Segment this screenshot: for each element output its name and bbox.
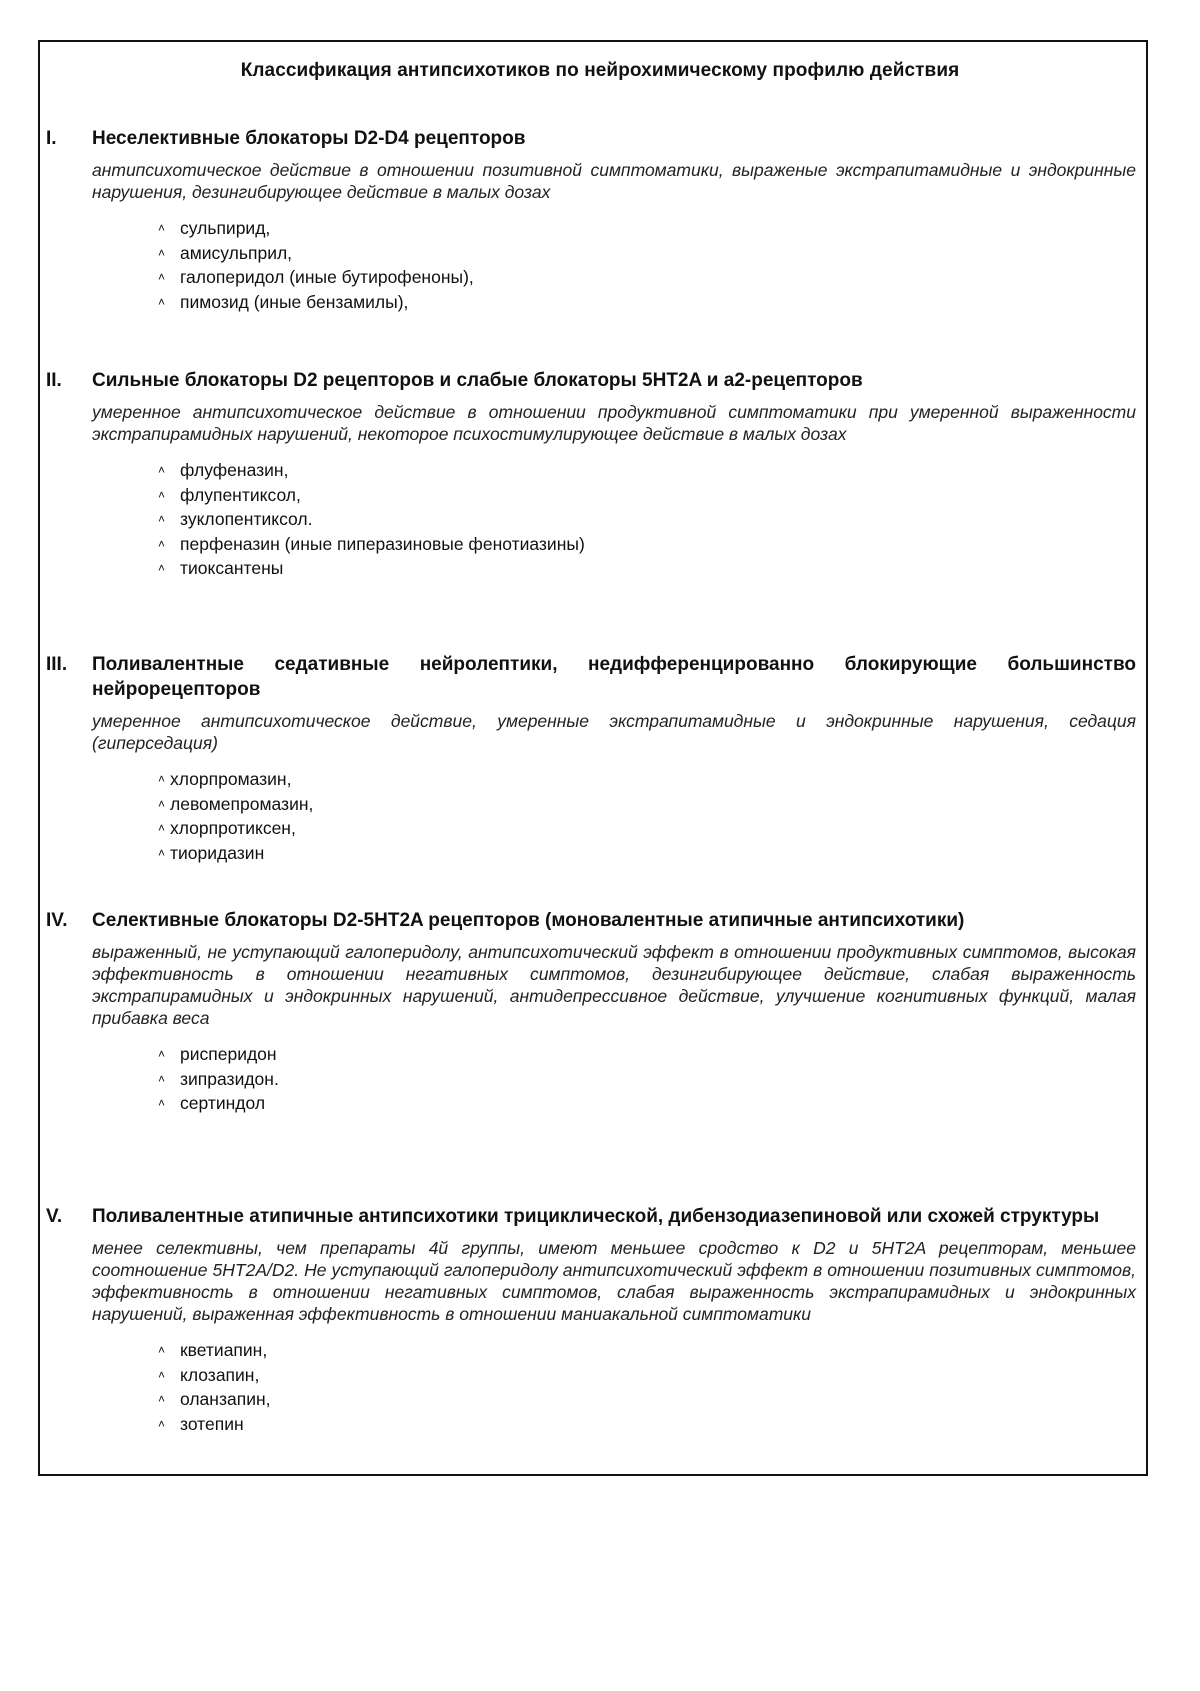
drug-item: [158, 817, 1136, 842]
section-numeral: II.: [46, 370, 62, 391]
drug-item: [158, 1043, 1136, 1068]
caret-bullet-icon: ˄: [158, 1343, 166, 1357]
caret-bullet-icon: ˄: [158, 1047, 166, 1061]
drug-list: [158, 1339, 1136, 1437]
drug-item: [158, 768, 1136, 793]
caret-bullet-icon: ˄: [158, 1392, 166, 1406]
drug-item: [158, 1364, 1136, 1389]
drug-name: галоперидол (иные бутирофеноны),: [180, 267, 474, 287]
drug-name: тиоридазин: [170, 842, 265, 863]
section-title: Неселективные блокаторы D2-D4 рецепторов: [92, 128, 526, 149]
drug-name: тиоксантены: [180, 558, 284, 578]
drug-name: левомепромазин,: [170, 793, 314, 814]
section-heading: [46, 1204, 1136, 1229]
drug-item: [158, 1413, 1136, 1438]
drug-item: [158, 533, 1136, 558]
caret-bullet-icon: ˄: [158, 270, 166, 284]
section-1: [46, 126, 1136, 315]
drug-name: рисперидон: [180, 1044, 277, 1064]
caret-bullet-icon: ˄: [158, 512, 166, 526]
drug-name: оланзапин,: [180, 1389, 271, 1409]
drug-item: [158, 1092, 1136, 1117]
drug-name: зотепин: [180, 1413, 244, 1434]
section-5: [46, 1204, 1136, 1437]
drug-item: [158, 1339, 1136, 1364]
section-title: Сильные блокаторы D2 рецепторов и слабые блокаторы 5HT2A и a2-рецепторов: [92, 370, 863, 391]
caret-bullet-icon: ˄: [158, 821, 166, 835]
section-description: умеренное антипсихотическое действие в отношении продуктивной симптоматики при умеренной выраженности экстрапирамидных нарушений, некоторое психостимулирующее действие в малых дозах: [92, 402, 1136, 444]
drug-name: зипразидон.: [180, 1068, 279, 1089]
caret-bullet-icon: ˄: [158, 1096, 166, 1110]
caret-bullet-icon: ˄: [158, 245, 166, 260]
drug-list: [158, 1043, 1136, 1117]
section-heading: [46, 908, 1136, 933]
drug-item: [158, 266, 1136, 291]
drug-name: флуфеназин,: [180, 460, 289, 480]
drug-item: [158, 484, 1136, 509]
drug-item: [158, 793, 1136, 818]
drug-item: [158, 242, 1136, 267]
drug-name: кветиапин,: [180, 1340, 268, 1360]
drug-item: [158, 291, 1136, 316]
drug-item: [158, 217, 1136, 242]
section-heading: [46, 126, 1136, 151]
section-title: Селективные блокаторы D2-5HT2A рецепторов (моновалентные атипичные антипсихотики): [92, 910, 965, 931]
drug-list: [158, 217, 1136, 315]
drug-item: [158, 508, 1136, 533]
section-2: [46, 368, 1136, 582]
caret-bullet-icon: ˄: [158, 463, 166, 477]
caret-bullet-icon: ˄: [158, 845, 166, 860]
section-numeral: I.: [46, 128, 57, 149]
drug-item: [158, 842, 1136, 867]
drug-name: пимозид (иные бензамилы),: [180, 291, 409, 312]
caret-bullet-icon: ˄: [158, 1367, 166, 1382]
drug-item: [158, 1388, 1136, 1413]
drug-name: хлорпротиксен,: [170, 818, 296, 838]
section-description: выраженный, не уступающий галоперидолу, антипсихотический эффект в отношении продуктивных симптомов, высокая эффективность в отношении негативных симптомов, дезингибирующее действие, слабая выраженность экстрапирамидных и эндокринных нарушений, антидепрессивное действие, улучшение когнитивных функций, малая прибавка веса: [92, 942, 1136, 1028]
drug-item: [158, 459, 1136, 484]
caret-bullet-icon: ˄: [158, 487, 166, 502]
caret-bullet-icon: ˄: [158, 561, 166, 575]
drug-item: [158, 1068, 1136, 1093]
drug-name: флупентиксол,: [180, 484, 301, 505]
drug-name: клозапин,: [180, 1364, 260, 1385]
section-description: менее селективны, чем препараты 4й группы, имеют меньшее сродство к D2 и 5HT2A рецепторам, меньшее соотношение 5HT2A/D2. Не уступающий галоперидолу антипсихотический эффект в отношении позитивных симптомов, эффективность в отношении негативных симптомов, слабая выраженность экстрапирамидных и эндокринных нарушений, выраженная эффективность в отношении маниакальной симптоматики: [92, 1238, 1136, 1324]
section-description: умеренное антипсихотическое действие, умеренные экстрапитамидные и эндокринные нарушения, седация (гиперседация): [92, 711, 1136, 753]
caret-bullet-icon: ˄: [158, 1071, 166, 1086]
drug-item: [158, 557, 1136, 582]
caret-bullet-icon: ˄: [158, 536, 166, 551]
drug-name: сертиндол: [180, 1093, 266, 1113]
section-title: Поливалентные атипичные антипсихотики трициклической, дибензодиазепиновой или схожей структуры: [92, 1206, 1100, 1227]
drug-list: [158, 768, 1136, 866]
caret-bullet-icon: ˄: [158, 1416, 166, 1431]
section-numeral: III.: [46, 654, 68, 675]
caret-bullet-icon: ˄: [158, 294, 166, 309]
caret-bullet-icon: ˄: [158, 772, 166, 786]
drug-name: сульпирид,: [180, 218, 271, 238]
section-heading: [46, 368, 1136, 393]
caret-bullet-icon: ˄: [158, 796, 166, 811]
drug-name: хлорпромазин,: [170, 769, 292, 789]
drug-name: зуклопентиксол.: [180, 509, 313, 529]
drug-name: амисульприл,: [180, 242, 293, 263]
section-4: [46, 908, 1136, 1117]
section-numeral: IV.: [46, 910, 68, 931]
section-3: [46, 652, 1136, 866]
section-description: антипсихотическое действие в отношении позитивной симптоматики, выраженые экстрапитамидные и эндокринные нарушения, дезингибирующее действие в малых дозах: [92, 160, 1136, 202]
section-title: Поливалентные седативные нейролептики, недифференцированно блокирующие большинство нейрорецепторов: [92, 654, 1136, 700]
caret-bullet-icon: ˄: [158, 221, 166, 235]
drug-list: [158, 459, 1136, 582]
section-heading: [46, 652, 1136, 702]
section-numeral: V.: [46, 1206, 63, 1227]
drug-name: перфеназин (иные пиперазиновые фенотиазины): [180, 533, 585, 554]
document-title: Классификация антипсихотиков по нейрохимическому профилю действия: [240, 60, 960, 81]
